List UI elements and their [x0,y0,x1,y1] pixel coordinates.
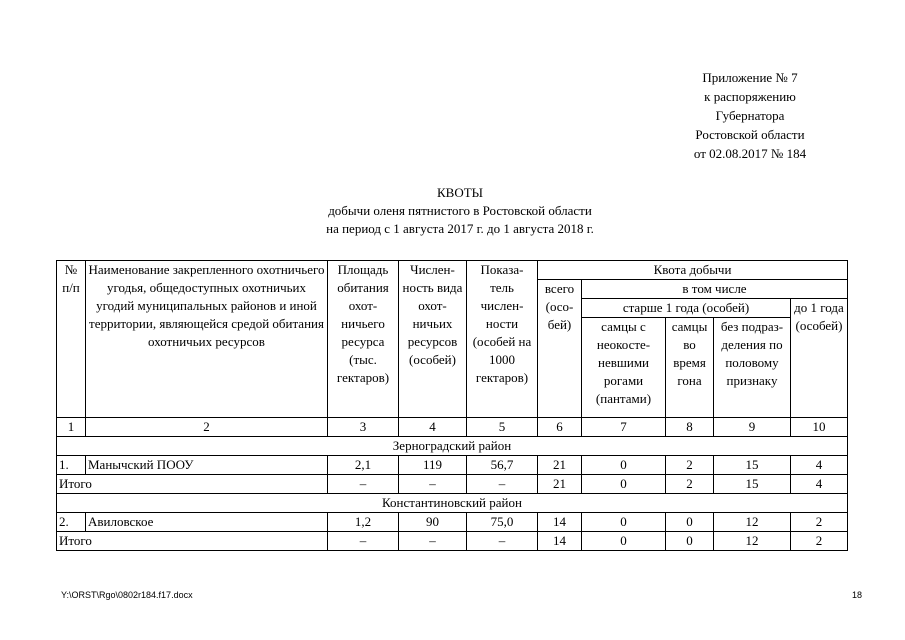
subtotal-c10: 2 [791,532,848,551]
header-under1: до 1 года (особей) [791,299,848,418]
appendix-line: от 02.08.2017 № 184 [693,146,807,161]
footer-file-path: Y:\ORST\Rgo\0802r184.f17.docx [61,590,193,600]
subtotal-area: – [328,532,399,551]
column-number: 6 [538,418,582,437]
subtotal-c10: 4 [791,475,848,494]
column-number: 4 [399,418,467,437]
column-number: 5 [467,418,538,437]
column-number: 9 [714,418,791,437]
column-number: 2 [86,418,328,437]
footer-page-number: 18 [851,590,862,600]
subtotal-c8: 2 [666,475,714,494]
appendix-line: Губернатора [715,108,785,123]
subtotal-row [57,475,848,494]
district-row [57,494,848,513]
row-total: 21 [538,456,582,475]
district-row [57,437,848,456]
header-including: в том числе [582,280,848,299]
row-c8: 2 [666,456,714,475]
row-name: Авиловское [86,513,328,532]
district-name: Зерноградский район [57,437,848,456]
row-c8: 0 [666,513,714,532]
subtotal-count: – [399,475,467,494]
subtotal-total: 14 [538,532,582,551]
header-males-rut: самцы во время гона [666,318,714,418]
quota-table [56,260,848,551]
subtotal-c8: 0 [666,532,714,551]
subtotal-label: Итого [57,532,328,551]
row-count: 119 [399,456,467,475]
column-number-row [57,418,848,437]
row-c7: 0 [582,456,666,475]
row-c10: 2 [791,513,848,532]
district-name: Константиновский район [57,494,848,513]
subtotal-c9: 15 [714,475,791,494]
header-total: всего (осо-бей) [538,280,582,418]
header-males-unossified: самцы с неокосте-невшими рогами (пантами) [582,318,666,418]
subtotal-count: – [399,532,467,551]
header-older: старше 1 года (особей) [582,299,791,318]
header-no-sex: без подраз-деления по половому признаку [714,318,791,418]
title-line-2: на период с 1 августа 2017 г. до 1 августа 2018 г. [326,221,594,236]
subtotal-density: – [467,475,538,494]
table-row [57,513,848,532]
header-count: Числен-ность вида охот-ничьих ресурсов (особей) [399,261,467,418]
subtotal-label: Итого [57,475,328,494]
header-density: Показа-тель числен-ности (особей на 1000 гектаров) [467,261,538,418]
row-name: Манычский ПООУ [86,456,328,475]
subtotal-density: – [467,532,538,551]
row-density: 75,0 [467,513,538,532]
subtotal-row [57,532,848,551]
appendix-line: Приложение № 7 [702,70,798,85]
header-quota: Квота добычи [538,261,848,280]
row-area: 1,2 [328,513,399,532]
title-heading: КВОТЫ [436,185,483,200]
column-number: 8 [666,418,714,437]
appendix-line: Ростовской области [695,127,805,142]
subtotal-total: 21 [538,475,582,494]
row-num: 2. [57,513,86,532]
column-number: 1 [57,418,86,437]
column-number: 3 [328,418,399,437]
header-area: Площадь обитания охот-ничьего ресурса (тыс. гектаров) [328,261,399,418]
appendix-line: к распоряжению [704,89,796,104]
subtotal-c9: 12 [714,532,791,551]
row-c7: 0 [582,513,666,532]
row-c9: 12 [714,513,791,532]
column-number: 7 [582,418,666,437]
table-row [57,456,848,475]
row-count: 90 [399,513,467,532]
header-num: № п/п [57,261,86,418]
subtotal-c7: 0 [582,532,666,551]
title-line-1: добычи оленя пятнистого в Ростовской области [328,203,592,218]
appendix-block [660,68,840,163]
row-num: 1. [57,456,86,475]
row-density: 56,7 [467,456,538,475]
subtotal-area: – [328,475,399,494]
row-total: 14 [538,513,582,532]
document-title [250,184,670,238]
subtotal-c7: 0 [582,475,666,494]
row-c10: 4 [791,456,848,475]
row-c9: 15 [714,456,791,475]
row-area: 2,1 [328,456,399,475]
header-name: Наименование закрепленного охотничьего угодья, общедоступных охотничьих угодий муниципальных районов и иной территории, являющейся средой обитания охотничьих ресурсов [86,261,328,418]
column-number: 10 [791,418,848,437]
